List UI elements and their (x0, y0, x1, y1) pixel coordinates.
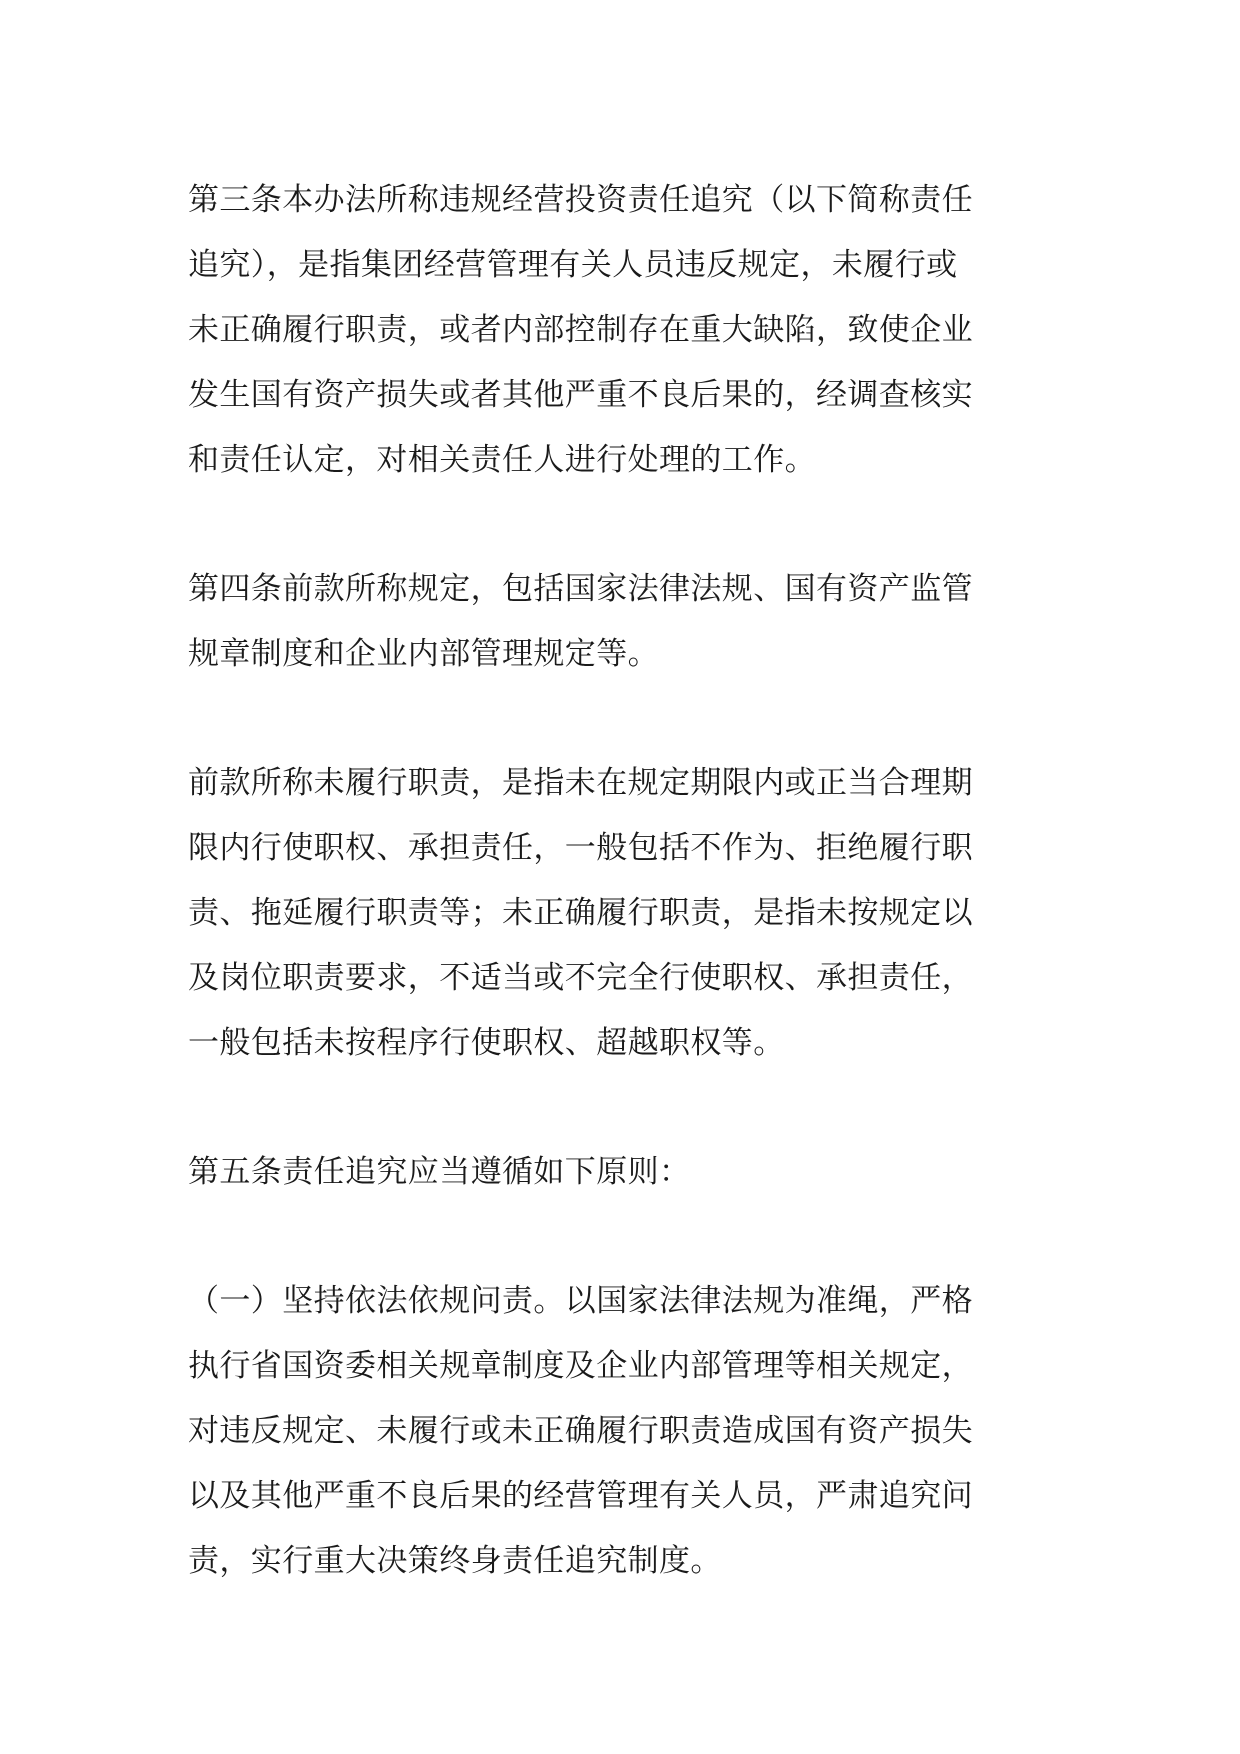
text-line: 第四条前款所称规定，包括国家法律法规、国有资产监管 (188, 571, 973, 607)
article-3-paragraph (188, 168, 1068, 493)
text-line: 责、拖延履行职责等；未正确履行职责，是指未按规定以 (188, 895, 973, 931)
principle-1-paragraph (188, 1269, 1068, 1594)
text-line: 责，实行重大决策终身责任追究制度。 (188, 1543, 722, 1579)
text-line: （一）坚持依法依规问责。以国家法律法规为准绳，严格 (188, 1283, 973, 1319)
text-line: 及岗位职责要求，不适当或不完全行使职权、承担责任， (188, 960, 973, 996)
text-line: 以及其他严重不良后果的经营管理有关人员，严肃追究问 (188, 1478, 973, 1514)
article-5-paragraph (188, 1140, 1068, 1205)
text-line: 发生国有资产损失或者其他严重不良后果的，经调查核实 (188, 377, 973, 413)
text-line: 和责任认定，对相关责任人进行处理的工作。 (188, 442, 816, 478)
text-line: 对违反规定、未履行或未正确履行职责造成国有资产损失 (188, 1413, 973, 1449)
text-line: 第五条责任追究应当遵循如下原则： (188, 1154, 691, 1190)
text-line: 未正确履行职责，或者内部控制存在重大缺陷，致使企业 (188, 312, 973, 348)
text-line: 执行省国资委相关规章制度及企业内部管理等相关规定， (188, 1348, 973, 1384)
text-line: 限内行使职权、承担责任，一般包括不作为、拒绝履行职 (188, 830, 973, 866)
text-line: 第三条本办法所称违规经营投资责任追究（以下简称责任 (188, 182, 973, 218)
text-line: 前款所称未履行职责，是指未在规定期限内或正当合理期 (188, 765, 973, 801)
article-4-paragraph (188, 557, 1068, 687)
text-line: 一般包括未按程序行使职权、超越职权等。 (188, 1025, 785, 1061)
duty-definition-paragraph (188, 751, 1068, 1076)
text-line: 追究），是指集团经营管理有关人员违反规定，未履行或 (188, 247, 958, 283)
document-body (188, 168, 1068, 1658)
text-line: 规章制度和企业内部管理规定等。 (188, 636, 659, 672)
